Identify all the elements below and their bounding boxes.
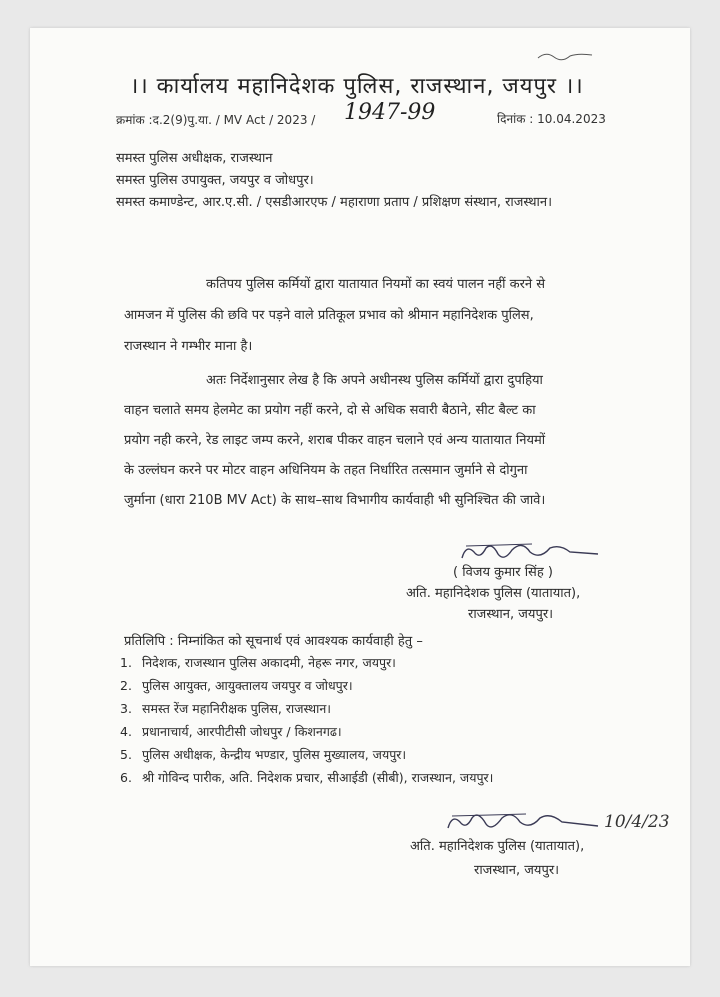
paragraph-2-line: के उल्लंघन करने पर मोटर वाहन अधिनियम के तहत निर्धारित तत्समान जुर्माने से दोगुना	[124, 463, 528, 478]
paragraph-2-line: वाहन चलाते समय हेलमेट का प्रयोग नहीं करने, दो से अधिक सवारी बैठाने, सीट बैल्ट का	[124, 403, 536, 418]
copy-text: पुलिस आयुक्त, आयुक्तालय जयपुर व जोधपुर।	[142, 678, 353, 693]
signatory-2-place: राजस्थान, जयपुर।	[474, 863, 560, 878]
letter-header: ।। कार्यालय महानिदेशक पुलिस, राजस्थान, जयपुर ।।	[130, 74, 584, 99]
copy-text: समस्त रेंज महानिरीक्षक पुलिस, राजस्थान।	[142, 701, 332, 716]
copy-text: निदेशक, राजस्थान पुलिस अकादमी, नेहरू नगर, जयपुर।	[142, 655, 396, 670]
paragraph-2-line: प्रयोग नही करने, रेड लाइट जम्प करने, शराब पीकर वाहन चलाने एवं अन्य यातायात नियमों	[124, 433, 546, 448]
signatory-2-designation: अति. महानिदेशक पुलिस (यातायात),	[410, 839, 585, 854]
signature-2-date: 10/4/23	[604, 812, 670, 832]
copy-number: 5.	[120, 747, 132, 762]
recipient-line: समस्त पुलिस अधीक्षक, राजस्थान	[116, 151, 273, 166]
copy-number: 1.	[120, 655, 132, 670]
copy-intro: प्रतिलिपि : निम्नांकित को सूचनार्थ एवं आवश्यक कार्यवाही हेतु –	[124, 634, 423, 649]
copy-list-item	[120, 700, 331, 717]
header-initials-scrawl	[536, 48, 594, 62]
reference-handwritten-number: 1947-99	[344, 100, 436, 125]
paragraph-1-line: राजस्थान ने गम्भीर माना है।	[124, 339, 253, 354]
copy-list-item	[120, 723, 342, 740]
signatory-name: ( विजय कुमार सिंह )	[453, 565, 553, 580]
copy-list-item	[120, 654, 396, 671]
copy-list-item	[120, 769, 493, 786]
copy-number: 4.	[120, 724, 132, 739]
copy-list-item	[120, 746, 406, 763]
paragraph-2-line: अतः निर्देशानुसार लेख है कि अपने अधीनस्थ पुलिस कर्मियों द्वारा दुपहिया	[206, 373, 543, 388]
paragraph-2-line: जुर्माना (धारा 210B MV Act) के साथ–साथ विभागीय कार्यवाही भी सुनिश्चित की जावे।	[124, 493, 546, 508]
signatory-designation: अति. महानिदेशक पुलिस (यातायात),	[406, 586, 581, 601]
paragraph-1-line: आमजन में पुलिस की छवि पर पड़ने वाले प्रतिकूल प्रभाव को श्रीमान महानिदेशक पुलिस,	[124, 308, 534, 323]
copy-number: 6.	[120, 770, 132, 785]
copy-text: श्री गोविन्द पारीक, अति. निदेशक प्रचार, सीआईडी (सीबी), राजस्थान, जयपुर।	[142, 770, 494, 785]
letter-date: दिनांक : 10.04.2023	[497, 112, 606, 126]
copy-number: 2.	[120, 678, 132, 693]
signature-2	[440, 806, 600, 838]
copy-text: पुलिस अधीक्षक, केन्द्रीय भण्डार, पुलिस मुख्यालय, जयपुर।	[142, 747, 407, 762]
recipient-line: समस्त पुलिस उपायुक्त, जयपुर व जोधपुर।	[116, 173, 314, 188]
signatory-place: राजस्थान, जयपुर।	[468, 607, 554, 622]
copy-list-item	[120, 677, 353, 694]
copy-number: 3.	[120, 701, 132, 716]
paragraph-1-line: कतिपय पुलिस कर्मियों द्वारा यातायात नियमों का स्वयं पालन नहीं करने से	[206, 277, 546, 292]
reference-number: क्रमांक :द.2(9)पु.या. / MV Act / 2023 /	[116, 113, 316, 127]
recipient-line: समस्त कमाण्डेन्ट, आर.ए.सी. / एसडीआरएफ / महाराणा प्रताप / प्रशिक्षण संस्थान, राजस्थान।	[116, 195, 553, 210]
copy-text: प्रधानाचार्य, आरपीटीसी जोधपुर / किशनगढ।	[142, 724, 342, 739]
